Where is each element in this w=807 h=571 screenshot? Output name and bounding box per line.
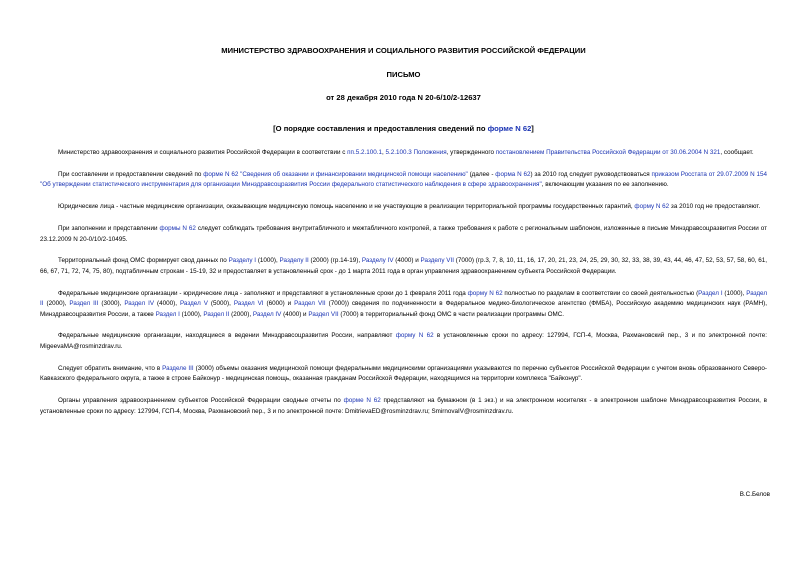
paragraph-text: При составлении и предоставлении сведений по (58, 170, 204, 178)
document-link[interactable]: приказом Росстата от 29.07.2009 N 154 "Об утверждении статистического инструментария для организации Минздравсоцразвития России федерального статистического наблюдения в сфере здравоохранения" (40, 170, 767, 189)
paragraph-text: Федеральные медицинские организации, находящиеся в ведении Минздравсоцразвития России, направляют (58, 332, 396, 340)
paragraph (40, 224, 767, 245)
document-link[interactable]: Разделу IV (361, 257, 394, 265)
paragraph-text: Органы управления здравоохранением субъектов Российской Федерации сводные отчеты по (58, 397, 344, 405)
paragraph-text: Юридические лица - частные медицинские организации, оказывающие медицинскую помощь населению и не участвующие в реализации территориальной программы государственных гарантий, (58, 203, 635, 211)
paragraph-text: (4000) и (281, 310, 309, 318)
paragraph-text: Министерство здравоохранения и социального развития Российской Федерации в соответствии с (58, 149, 348, 156)
document-link[interactable]: Раздел V (179, 300, 208, 308)
paragraph-text: (4000), (154, 300, 180, 308)
paragraph-text: (5000), (207, 300, 234, 308)
document-link[interactable]: форму N 62 (467, 289, 503, 297)
document-link[interactable]: форму N 62 (634, 203, 670, 211)
subject-prefix: [О порядке составления и предоставления сведений по (273, 124, 488, 133)
paragraph-text: Следует обратить внимание, что в (58, 364, 163, 372)
paragraph (40, 364, 767, 385)
document-link[interactable]: форме N 62 "Сведения об оказании и финансировании медицинской помощи населению" (203, 170, 468, 178)
paragraph-text: (7000) в территориальный фонд ОМС в части реализации программы ОМС. (338, 310, 565, 318)
signature: В.С.Белов (739, 491, 770, 498)
paragraph-text: представляют на бумажном (в 1 экз.) и на электронном носителях - в электронном шаблоне Минздравсоцразвития России, в установленные сроки по адресу: 127994, ГСП-4, Москва, Рахмановский пер., 3 и по электронной почте: DmitrievaED@rosminzdrav.ru; SmirnovaIV@rosminzdrav.ru. (40, 397, 767, 415)
document-link[interactable]: форма N 62 (495, 170, 531, 178)
document-subject (0, 124, 807, 133)
document-link[interactable]: Разделу I (228, 257, 257, 265)
paragraph-text: (1000), (179, 310, 204, 318)
document-link[interactable]: Разделу VII (420, 257, 454, 265)
document-link[interactable]: Раздел IV (252, 310, 282, 318)
paragraph-text: , (381, 149, 386, 156)
document-link[interactable]: Разделу II (279, 257, 309, 265)
paragraph-text: (2000), (229, 310, 253, 318)
paragraph-text: следует соблюдать требования внутритабличного и межтабличного контролей, а также требования к работе с региональным шаблоном, изложенные в письме Минздравсоцразвития России от 23.12.2009 N 20-0/10/2-10495. (40, 225, 767, 243)
paragraph (40, 289, 767, 320)
paragraph-text: (7000) (гр.3, 7, 8, 10, 11, 16, 17, 20, 21, 23, 24, 25, 29, 30, 32, 33, 38, 39, 43, 44, 46, 47, 52, 53, 57, 58, 60, 61, 66, 67, 71, 72, 74, 75, 80), подтабличным строкам - 15-19, 32 и предоставляет в установленный срок - до 1 марта 2011 года в орган управления здравоохранением субъекта Российской Федерации. (40, 257, 767, 275)
document-link[interactable]: Раздел VII (294, 300, 326, 308)
paragraph-text: Территориальный фонд ОМС формирует свод данных по (58, 257, 229, 265)
document-link[interactable]: Раздел VI (233, 300, 264, 308)
document-link[interactable]: Раздел II (203, 310, 230, 318)
document-link[interactable]: Раздел I (698, 289, 723, 297)
paragraph-text: (3000), (98, 300, 125, 308)
paragraph (40, 148, 767, 158)
paragraph-text: в установленные сроки по адресу: 127994, ГСП-4, Москва, Рахмановский пер., 3 и по электронной почте: MigeevaMA@rosminzdrav.ru. (40, 332, 767, 350)
paragraph-text: (6000) и (263, 300, 295, 308)
document-type: ПИСЬМО (386, 70, 421, 79)
paragraph (40, 396, 767, 417)
paragraph-text: (7000)) сведения по подчиненности в Федеральное медико-биологическое агентство (ФМБА), Российскую академию медицинских наук (РАМН), Минздравсоцразвития России, а также (40, 300, 768, 318)
paragraph-text: (1000), (722, 289, 747, 297)
document-date-number: от 28 декабря 2010 года N 20-6/10/2-12637 (326, 93, 481, 102)
paragraph (40, 256, 767, 277)
document-link[interactable]: Раздел II (40, 289, 768, 308)
paragraph (40, 170, 767, 191)
paragraph-text: (далее - (467, 170, 496, 178)
paragraph (40, 202, 767, 212)
paragraph-text: за 2010 год не предоставляют. (669, 203, 761, 211)
document-link[interactable]: пп.5.2.100.1 (347, 149, 382, 156)
paragraph-text: (2000) (гр.14-19), (308, 257, 362, 265)
paragraph-text: полностью по разделам в соответствии со своей деятельностью ( (502, 289, 699, 297)
paragraph (40, 331, 767, 352)
paragraph-text: При заполнении и представлении (58, 225, 160, 233)
document-link[interactable]: форму N 62 (395, 332, 434, 340)
document-link[interactable]: Раздел VII (308, 310, 339, 318)
document-body (40, 148, 767, 428)
document-link[interactable]: Раздел I (155, 310, 180, 318)
document-link[interactable]: Раздел III (69, 300, 99, 308)
paragraph-text: , включающим указания по ее заполнению. (541, 181, 669, 189)
ministry-title: МИНИСТЕРСТВО ЗДРАВООХРАНЕНИЯ И СОЦИАЛЬНОГО РАЗВИТИЯ РОССИЙСКОЙ ФЕДЕРАЦИИ (221, 46, 586, 55)
subject-form-link[interactable]: форме N 62 (487, 124, 532, 133)
document-link[interactable]: формы N 62 (159, 225, 196, 233)
document-link[interactable]: Разделе III (162, 364, 194, 372)
paragraph-text: (2000), (43, 300, 70, 308)
paragraph-text: ) за 2010 год следует руководствоваться (530, 170, 652, 178)
paragraph-text: Федеральные медицинские организации - юридические лица - заполняют и представляют в установленные сроки до 1 февраля 2011 года (58, 289, 468, 297)
paragraph-text: (4000) и (393, 257, 421, 265)
document-link[interactable]: форме N 62 (343, 397, 381, 405)
paragraph-text: , сообщает. (720, 149, 754, 156)
paragraph-text: (3000) объемы оказания медицинской помощи федеральными медицинскими организациями указываются по перечню субъектов Российской Федерации с учетом вновь образованного Северо-Кавказского федерального округа, а также в строке Байконур - медицинская помощь, оказанная гражданам Российской Федерации, находящимся на территории комплекса "Байконур". (40, 364, 767, 383)
document-link[interactable]: Раздел IV (124, 300, 155, 308)
document-link[interactable]: постановлением Правительства Российской Федерации от 30.06.2004 N 321 (495, 149, 721, 156)
document-link[interactable]: 5.2.100.3 Положения (385, 149, 447, 156)
paragraph-text: , утвержденного (446, 149, 496, 156)
subject-suffix: ] (531, 124, 534, 133)
paragraph-text: (1000), (256, 257, 280, 265)
